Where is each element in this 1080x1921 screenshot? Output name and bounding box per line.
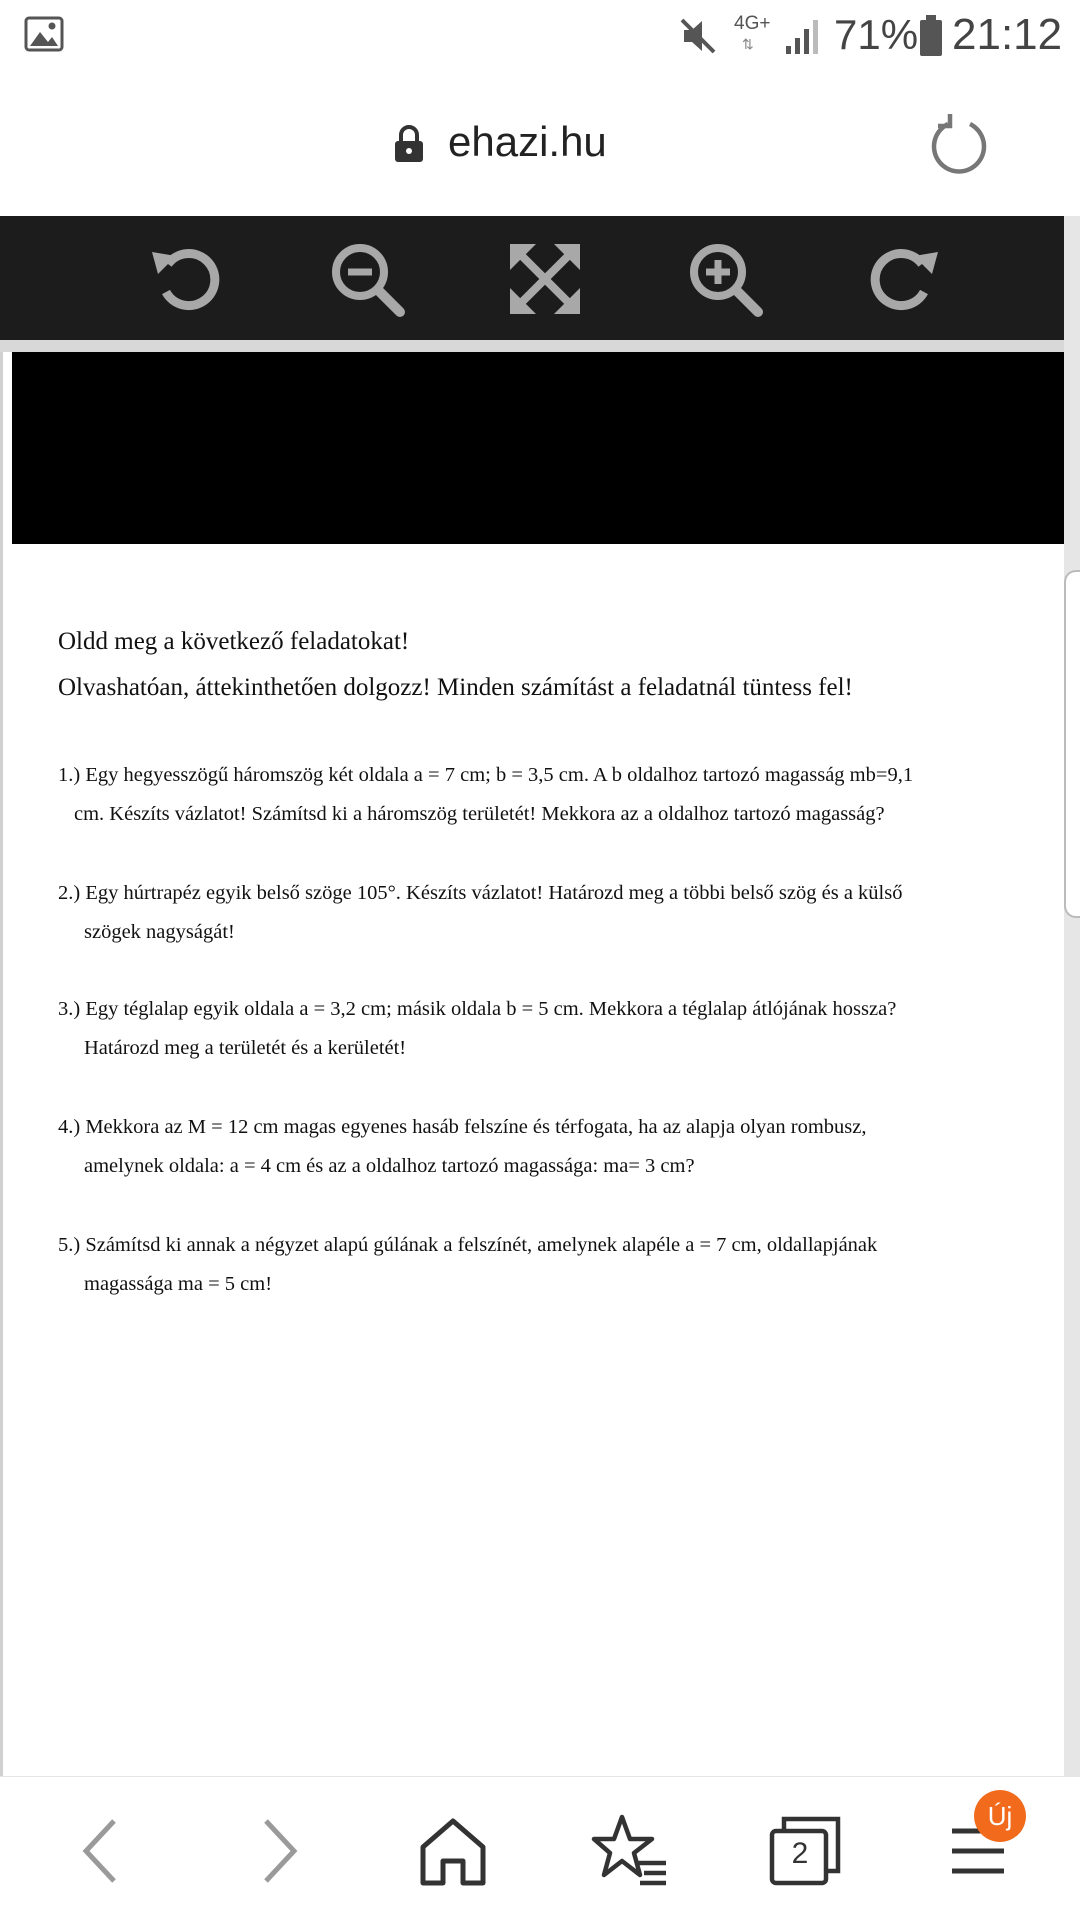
forward-icon[interactable] [238,1811,318,1891]
url-bar[interactable] [0,72,1080,216]
data-activity-icon: ⇅ [742,36,752,52]
task-line: 1.) Egy hegyesszögű háromszög két oldala a = 7 cm; b = 3,5 cm. A b oldalhoz tartozó magasság mb=9,1 [58,764,914,786]
bookmarks-icon[interactable] [590,1811,670,1891]
network-type-label: 4G+ [734,13,771,34]
battery-icon [918,14,944,58]
page-separator [0,340,1064,352]
zoom-in-icon[interactable] [680,234,770,324]
task-item [58,990,1018,1068]
task-item [58,874,1018,952]
browser-bottom-nav [0,1776,1080,1921]
zoom-out-icon[interactable] [322,234,412,324]
document-viewer-toolbar [0,216,1080,340]
task-line: 4.) Mekkora az M = 12 cm magas egyenes hasáb felszíne és térfogata, ha az alapja olyan rombusz, [58,1116,867,1138]
reload-icon[interactable] [924,110,994,180]
battery-percentage: 71% [834,11,919,58]
clock: 21:12 [952,10,1063,59]
task-heading: Oldd meg a következő feladatokat! [58,628,410,655]
task-line: 3.) Egy téglalap egyik oldala a = 3,2 cm; másik oldala b = 5 cm. Mekkora a téglalap átlójának hossza? [58,998,897,1020]
lock-icon [392,124,426,164]
tabs-button[interactable] [766,1811,846,1891]
task-line: szögek nagyságát! [84,921,235,943]
side-panel-handle[interactable] [1064,570,1080,918]
url-text[interactable]: ehazi.hu [448,118,607,165]
signal-strength-icon [784,16,824,56]
gallery-notification-icon [24,16,64,52]
task-line: cm. Készíts vázlatot! Számítsd ki a háromszög területét! Mekkora az a oldalhoz tartozó magasság? [74,803,885,825]
task-instructions: Olvashatóan, áttekinthetően dolgozz! Minden számítást a feladatnál tüntess fel! [58,674,853,701]
tab-count: 2 [791,1837,809,1870]
task-line: 5.) Számítsd ki annak a négyzet alapú gúlának a felszínét, amelynek alapéle a = 7 cm, oldallapjának [58,1234,878,1256]
task-item [58,1108,1018,1186]
fullscreen-icon[interactable] [500,234,590,324]
task-line: 2.) Egy húrtrapéz egyik belső szöge 105°. Készíts vázlatot! Határozd meg a többi belső szög és a külső [58,882,903,904]
task-item [58,756,1018,834]
new-notification-badge: Új [974,1790,1026,1842]
status-bar [0,0,1080,72]
task-item [58,1226,1018,1304]
rotate-left-icon[interactable] [142,234,232,324]
back-icon[interactable] [62,1811,142,1891]
mute-icon [676,14,720,58]
task-line: amelynek oldala: a = 4 cm és az a oldalhoz tartozó magassága: ma= 3 cm? [84,1155,695,1177]
task-line: magassága ma = 5 cm! [84,1273,273,1295]
task-line: Határozd meg a területét és a kerületét! [84,1037,407,1059]
home-icon[interactable] [413,1811,493,1891]
redacted-header-block [12,352,1064,544]
rotate-right-icon[interactable] [858,234,948,324]
viewer-scroll-edge [1064,216,1080,1776]
